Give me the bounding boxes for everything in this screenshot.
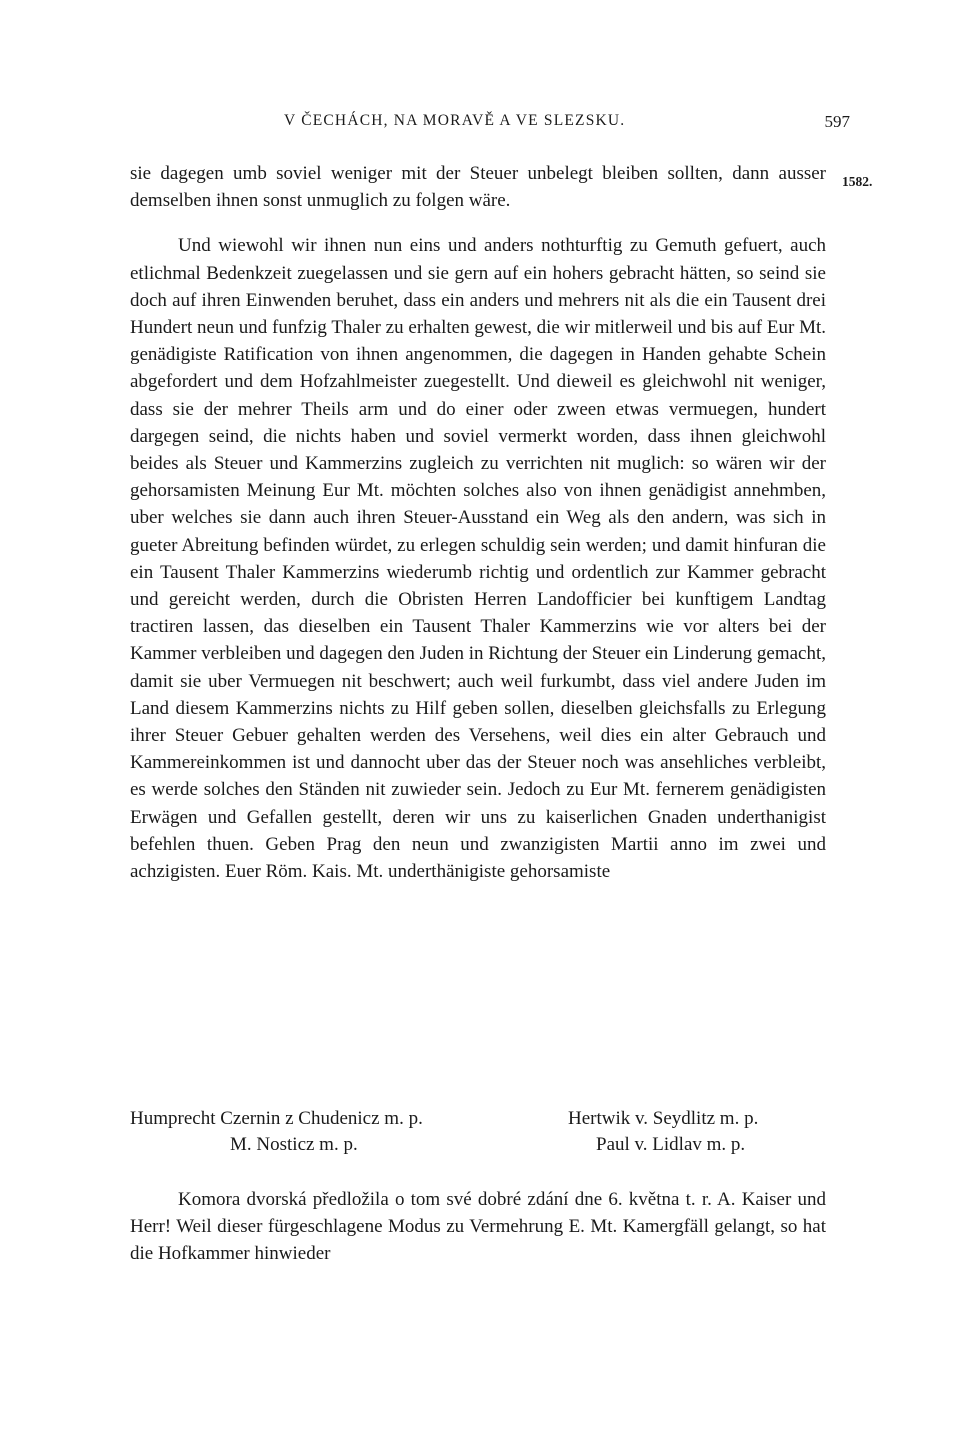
margin-year-note: 1582. bbox=[842, 174, 873, 189]
signature-nosticz: M. Nosticz m. p. bbox=[230, 1134, 358, 1155]
main-text bbox=[130, 160, 873, 885]
running-head: V ČECHÁCH, NA MORAVĚ A VE SLEZSKU. bbox=[284, 112, 626, 129]
paragraph-2: Und wiewohl wir ihnen nun eins und anders nothturftig zu Gemuth gefuert, auch etlichmal Bedenkzeit zuegelassen und sie gern auf ein hohers gebracht hätten, so seind sie doch auf ihren Einwenden beruhet, dass ein anders und mehrers nit als die ein Tausent drei Hundert neun und funfzig Thaler zu erhalten gewest, die wir mitlerweil und bis auf Eur Mt. genädigiste Ratification von ihnen angenommen, die dagegen in Handen gehabte Schein abgefordert und dem Hofzahlmeister zuegestellt. Und dieweil es gleichwohl nit weniger, dass sie der mehrer Theils arm und do einer oder zween etwas vermuegen, hundert dargegen seind, die nichts haben und soviel vermerkt worden, dass ihnen gleichwohl beides als Steuer und Kammerzins zugleich zu verrichten nit muglich: so wären wir der gehorsamisten Meinung Eur Mt. möchten solches also von ihnen genädigist annehmben, uber welches sie dann auch ihren Steuer-Ausstand ein Weg als den andern, was sich in gueter Abreitung befinden würdet, zu erlegen schuldig sein werden; und damit hinfuran die ein Tausent Thaler Kammerzins wiederumb richtig und ordentlich zur Kammer gebracht und gereicht werden, durch die Obristen Herren Landofficier bei kunftigem Landtag tractiren lassen, das dieselben ein Tausent Thaler Kammerzins wie vor alters bei der Kammer verbleiben und dagegen den Juden in Richtung der Steuer ein Linderung gemacht, damit sie uber Vermuegen nit beschwert; auch weil furkumbt, dass viel andere Juden im Land diesem Kammerzins nichts zu Hilf geben sollen, dieselben gleichsfalls zu Erlegung ihrer Steuer Gebuer gehalten werden des Versehens, weil dies ein alter Gebrauch und Kammereinkommen ist und dannocht uber das der Steuer noch was ansehliches verbleibt, es werde solches den Ständen nit zuwieder sein. Jedoch zu Eur Mt. fernerem genädigisten Erwägen und Gefallen gestellt, deren wir uns zu kaiserlichen Gnaden underthanigist befehlen thuen. Geben Prag den neun und zwanzigisten Martii anno im zwei und achzigisten. Euer Röm. Kais. Mt. underthänigiste gehorsamiste bbox=[130, 235, 826, 883]
closing-paragraph: Komora dvorská předložila o tom své dobré zdání dne 6. května t. r. A. Kaiser und Herr! Weil dieser fürgeschlagene Modus zu Vermehrung E. Mt. Kamergfäll gelangt, so hat die Hofkammer hinwieder bbox=[130, 1189, 826, 1265]
signature-block bbox=[130, 1106, 850, 1162]
closing-text bbox=[130, 1186, 826, 1268]
page-number: 597 bbox=[824, 112, 850, 131]
signature-lidlav: Paul v. Lidlav m. p. bbox=[596, 1134, 746, 1155]
paragraph-1: sie dagegen umb soviel weniger mit der Steuer unbelegt bleiben sollten, dann ausser demselben ihnen sonst unmuglich zu folgen wäre. bbox=[130, 163, 826, 212]
signature-czernin: Humprecht Czernin z Chudenicz m. p. bbox=[130, 1108, 423, 1129]
signature-seydlitz: Hertwik v. Seydlitz m. p. bbox=[568, 1108, 759, 1129]
page-header bbox=[130, 112, 850, 136]
